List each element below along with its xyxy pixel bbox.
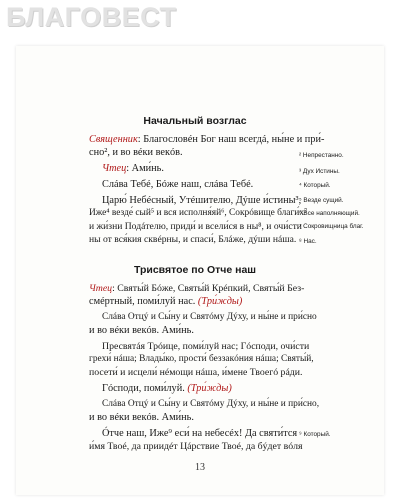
text-line: посети́ и исцели́ нéмощи нáша, и́мене Твоегó рáди. xyxy=(89,367,303,378)
text-line: Священник: Благословéн Бог наш всегдá, ны́не и при́- xyxy=(89,134,325,145)
text-line: Чтец: Ами́нь. xyxy=(102,163,164,174)
footnote: ⁵ Везде сущий. xyxy=(299,197,344,204)
text-line: и во вéки векóв. Ами́нь. xyxy=(89,325,194,336)
section-heading-opening: Начальный возглас xyxy=(143,115,247,127)
footnote: ² Непрестанно. xyxy=(299,152,344,159)
text-line: Чтец: Святы́й Бóже, Святы́й Крéпкий, Святы́й Без- xyxy=(89,283,305,294)
text-line: Слáва Отцý и Сы́ну и Святóму Дýху, и ны́не и при́сно xyxy=(102,312,317,322)
footnote: ⁷ Сокровищница благ. xyxy=(299,223,364,230)
footnote: ⁸ Нас. xyxy=(299,238,317,245)
text-line: смéртный, поми́луй нас. (Три́жды) xyxy=(89,296,243,307)
section-heading-trisagion: Трисвятое по Отче наш xyxy=(133,264,257,276)
text-line: сно², и во вéки векóв. xyxy=(89,147,183,158)
footnote: ⁴ Который. xyxy=(299,182,331,189)
footnote: ³ Дух Истины. xyxy=(299,168,340,175)
watermark-logo: БЛАГОВЕСТ xyxy=(6,2,177,32)
book-page xyxy=(16,46,384,495)
text-line: Слáва Тебé, Бóже наш, слáва Тебé. xyxy=(102,179,254,190)
footnote: ⁹ Который. xyxy=(299,431,331,438)
text-line: Гóсподи, поми́луй. (Три́жды) xyxy=(102,383,232,394)
text-line: Пресвятáя Трóице, поми́луй нас; Гóсподи, очи́сти xyxy=(102,341,310,352)
text-line: Царю́ Небéсный, Утéшителю, Дýше и́стины³, xyxy=(102,195,302,206)
text-line: и во вéки векóв. Ами́нь. xyxy=(89,412,194,423)
text-line: Слáва Отцý и Сы́ну и Святóму Дýху, и ны́не и при́сно, xyxy=(102,399,320,409)
text-line: Иже⁴ везде́ сый⁵ и вся исполня́яй⁶, Сокрóвище благи́х⁷ xyxy=(89,208,308,218)
text-line: и́мя Твоé, да приидéт Цáрствие Твоé, да бýдет вóля xyxy=(89,441,303,452)
text-line: грехи́ нáша; Влады́ко, прости́ беззакóния нáша; Святы́й, xyxy=(89,354,314,364)
text-line: ны от вся́кия сквéрны, и спаси́, Блáже, дýши нáша. xyxy=(89,234,297,245)
footnote: ⁶ Все наполняющий. xyxy=(299,210,360,217)
text-line: Óтче наш, Иже⁹ еси́ на небесéх! Да святи́тся xyxy=(102,428,298,439)
text-line: и жи́зни Подáтелю, приди́ и всели́ся в ны⁸, и очи́сти xyxy=(89,221,302,232)
page-number: 13 xyxy=(195,462,205,473)
